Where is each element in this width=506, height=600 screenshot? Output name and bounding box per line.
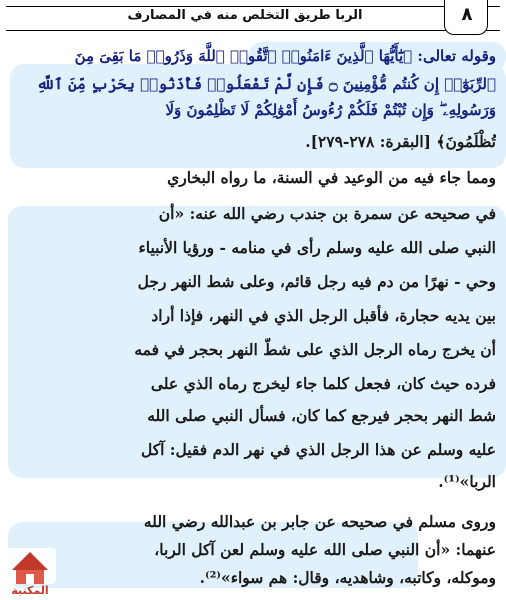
text-line-3: وَرَسُولِهِۦ ۖ وَإِن تُبْتُمْ فَلَكُمْ رُءُوسُ أَمْوَٰلِكُمْ لَا تَظْلِمُونَ وَلَا [165,101,496,119]
library-logo-text: المكتبة [11,584,49,597]
text-line-11: فرده حيث كان، فجعل كلما جاء ليخرج رماه الذي على [150,374,496,393]
text-line-4: تُظْلَمُونَ﴾ [البقرة: ٢٧٨-٢٧٩]. [305,132,496,151]
text-line-9: بين يديه حجارة، فأقبل الرجل الذي في النهر، فإذا أراد [151,306,496,325]
text-line-7: النبي صلى الله عليه وسلم رأى في منامه - ورؤيا الأنبياء [138,238,496,257]
header-rule-bottom [6,30,500,31]
text-line-15: وروى مسلم في صحيحه عن جابر بن عبدالله رضي الله [143,512,496,531]
text-line-8: وحي - نهرًا من دم فيه رجل قائم، وعلى شط النهر رجل [137,272,496,291]
text-line-17: وموكله، وكاتبه، وشاهديه، وقال: هم سواء»⁽²⁾. [199,568,496,587]
text-line-16: عنهما: «أن النبي صلى الله عليه وسلم لعن آكل الربا، [154,540,496,559]
text-line-2: ٱلرِّبَوٰٓا۟ إِن كُنتُم مُّؤْمِنِينَ ۝ فَإِن لَّمْ تَفْعَلُوا۟ فَأْذَنُوا۟ بِحَرْبٍ مِّنَ ٱللَّهِ [36,75,496,93]
text-line-10: أن يخرج رماه الرجل الذي على شطّ النهر بحجر في فمه [134,340,496,359]
text-line-12: شط النهر بحجر فيرجع كما كان، فسأل النبي صلى الله [147,406,496,425]
text-line-5: ومما جاء فيه من الوعيد في السنة، ما رواه البخاري [167,168,496,187]
text-line-1: وقوله تعالى: ﴿يَٰٓأَيُّهَا ٱلَّذِينَ ءَامَنُوا۟ ٱتَّقُوا۟ ٱللَّهَ وَذَرُوا۟ مَا بَقِىَ مِنَ [74,47,496,65]
text-line-14: الربا»⁽¹⁾. [438,472,496,491]
text-line-6: في صحيحه عن سمرة بن جندب رضي الله عنه: «أن [158,204,496,223]
text-line-13: عليه وسلم عن هذا الرجل الذي في نهر الدم فقيل: آكل [140,440,496,459]
page-number: ٨ [461,4,473,25]
header-rule-top [6,6,500,7]
running-title: الربا طريق التخلص منه في المصارف [127,8,363,23]
